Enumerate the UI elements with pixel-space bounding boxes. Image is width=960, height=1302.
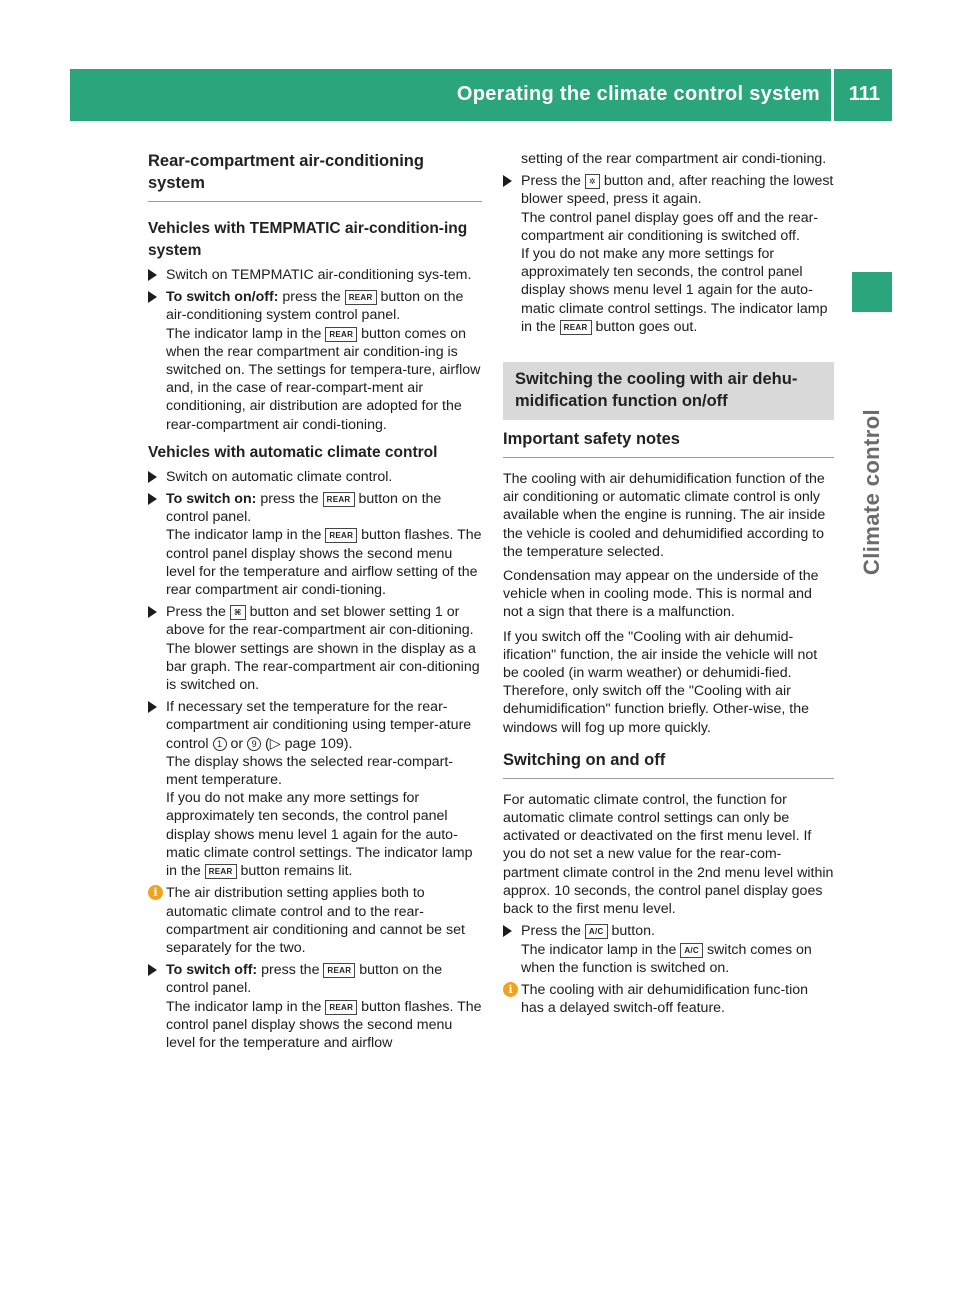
page-number: 111 bbox=[848, 83, 880, 105]
step-arrow-icon bbox=[148, 291, 157, 303]
paragraph: For automatic climate control, the function for automatic climate control settings can only be activated or deactivated on the first menu level. If you do not set a new value for the rear-com-partment climate control in the 2nd menu level within approx. 10 seconds, the control panel display goes back to the first menu level. bbox=[503, 791, 834, 918]
info-note: i The air distribution setting applies both to automatic climate control and to the rear-compartment air conditioning and cannot be set separately for the two. bbox=[148, 884, 482, 957]
step-item: Press the A/C button. The indicator lamp in the A/C switch comes on when the function is switched on. bbox=[503, 922, 834, 977]
ac-button-icon: A/C bbox=[585, 924, 608, 939]
step-item: Switch on automatic climate control. bbox=[148, 468, 482, 486]
control-9-icon: 9 bbox=[247, 737, 261, 751]
step-arrow-icon bbox=[148, 269, 157, 281]
rear-button-icon: REAR bbox=[325, 327, 357, 342]
paragraph: Condensation may appear on the underside of the vehicle when in cooling mode. This is normal and not a sign that there is a malfunction. bbox=[503, 568, 819, 621]
heading-tempmatic: Vehicles with TEMPMATIC air-condition-ing system bbox=[148, 220, 468, 259]
step-arrow-icon bbox=[148, 701, 157, 713]
step-arrow-icon bbox=[148, 493, 157, 505]
rear-button-icon: REAR bbox=[323, 492, 355, 507]
step-arrow-icon bbox=[148, 606, 157, 618]
left-column bbox=[148, 150, 482, 1052]
header-divider bbox=[831, 69, 834, 121]
rear-button-icon: REAR bbox=[325, 1000, 357, 1015]
step-item: Switch on TEMPMATIC air-conditioning sys-tem. bbox=[148, 266, 482, 284]
blower-button-icon: ⌘ bbox=[230, 605, 246, 620]
heading-automatic: Vehicles with automatic climate control bbox=[148, 443, 438, 461]
rear-button-icon: REAR bbox=[325, 528, 357, 543]
right-column: setting of the rear compartment air condi-tioning. Press the ✲ button and, after reaching the lowest blower speed, press it again. The control panel display goes off and the rear-compartment air conditioning is switched off. If you do not make any more settings for approximately ten seconds, the control panel display shows menu level 1 again for the auto-matic climate control settings. The indicator lamp in the REAR button goes out. Switching the cooling with air dehu-midification function on/off Important safety notes The cooling with air dehumidification function of the air conditioning or automatic climate control is only available when the engine is running. The air inside the vehicle is cooled and dehumidified according to the temperature selected. Condensation may appear on the underside of the vehicle when in cooling mode. This is normal and not a sign that there is a malfunction. If you switch off the "Cooling with air dehumid-ification" function, the air inside the vehicle will not be cooled (in warm weather) or dehumidi-fied. Therefore, only switch off the "Cooling with air dehumidification" function briefly. Other-wise, the windows will fog up more quickly. Switching on and off For automatic climate control, the function for automatic climate control settings can only be activated or deactivated on the first menu level. If you do not set a new value for the rear-com-partment climate control in the 2nd menu level within approx. 10 seconds, the control panel display goes back to the first menu level. Press the A/C button. The indicator lamp in the A/C switch comes on when the function is switched on. i The cooling with air dehumidification func-tion has a delayed switch-off feature. bbox=[503, 151, 834, 1017]
step-arrow-icon bbox=[148, 471, 157, 483]
step-arrow-icon bbox=[148, 964, 157, 976]
ac-button-icon: A/C bbox=[680, 943, 703, 958]
chapter-side-label: Climate control bbox=[859, 408, 884, 576]
step-item: To switch on/off: press the REAR button on the air-conditioning system control panel. The indicator lamp in the REAR button comes on when the rear compartment air condition-ing is switched on. The settings for tempera-ture, airflow and, in the case of rear-compart-ment air conditioning, air distribution are adopted for the rear-compartment air condi-tioning. bbox=[148, 288, 482, 434]
heading-safety-notes: Important safety notes bbox=[503, 430, 680, 449]
chapter-tab-marker bbox=[852, 272, 892, 312]
step-item: Press the ✲ button and, after reaching the lowest blower speed, press it again. The control panel display goes off and the rear-compartment air conditioning is switched off. If you do not make any more settings for approximately ten seconds, the control panel display shows menu level 1 again for the auto-matic climate control settings. The indicator lamp in the REAR button goes out. bbox=[503, 172, 834, 336]
rear-button-icon: REAR bbox=[560, 320, 592, 335]
info-icon: i bbox=[148, 885, 163, 900]
paragraph: The cooling with air dehumidification function of the air conditioning or automatic climate control is only available when the engine is running. The air inside the vehicle is cooled and dehumidified according to the temperature selected. bbox=[503, 471, 826, 560]
rear-button-icon: REAR bbox=[323, 963, 355, 978]
info-note: i The cooling with air dehumidification func-tion has a delayed switch-off feature. bbox=[503, 981, 834, 1017]
header-bar bbox=[70, 69, 892, 121]
page-title: Operating the climate control system bbox=[456, 83, 820, 105]
step-item: To switch on: press the REAR button on the control panel. The indicator lamp in the REAR button flashes. The control panel display shows the second menu level for the temperature and airflow setting of the rear compartment air condi-tioning. bbox=[148, 490, 482, 599]
section-header-cooling: Switching the cooling with air dehu-midification function on/off bbox=[503, 362, 834, 420]
step-item: If necessary set the temperature for the rear-compartment air conditioning using temper-ature control 1 or 9 (▷ page 109). The display shows the selected rear-compart-ment temperature. If you do not make any more settings for approximately ten seconds, the control panel display shows menu level 1 again for the auto-matic climate control settings. The indicator lamp in the REAR button remains lit. bbox=[148, 698, 482, 880]
rear-button-icon: REAR bbox=[205, 864, 237, 879]
info-icon: i bbox=[503, 982, 518, 997]
paragraph: If you switch off the "Cooling with air dehumid-ification" function, the air inside the vehicle will not be cooled (in warm weather) or dehumidi-fied. Therefore, only switch off the "Cooling with air dehumidification" function briefly. Other-wise, the windows will fog up more quickly. bbox=[503, 628, 818, 736]
page-reference-link[interactable]: (▷ page 109). bbox=[265, 735, 353, 752]
step-item: To switch off: press the REAR button on the control panel. The indicator lamp in the REAR button flashes. The control panel display shows the second menu level for the temperature and airflow bbox=[148, 961, 482, 1052]
fan-button-icon: ✲ bbox=[585, 174, 600, 189]
control-1-icon: 1 bbox=[213, 737, 227, 751]
step-item: Press the ⌘ button and set blower setting 1 or above for the rear-compartment air con-ditioning. The blower settings are shown in the display as a bar graph. The rear-compartment air con-ditioning is switched on. bbox=[148, 603, 482, 694]
rear-button-icon: REAR bbox=[345, 290, 377, 305]
section-title-rear-ac: Rear-compartment air-conditioning system bbox=[148, 152, 424, 192]
step-arrow-icon bbox=[503, 925, 512, 937]
step-arrow-icon bbox=[503, 175, 512, 187]
heading-switching-on-off: Switching on and off bbox=[503, 750, 666, 769]
